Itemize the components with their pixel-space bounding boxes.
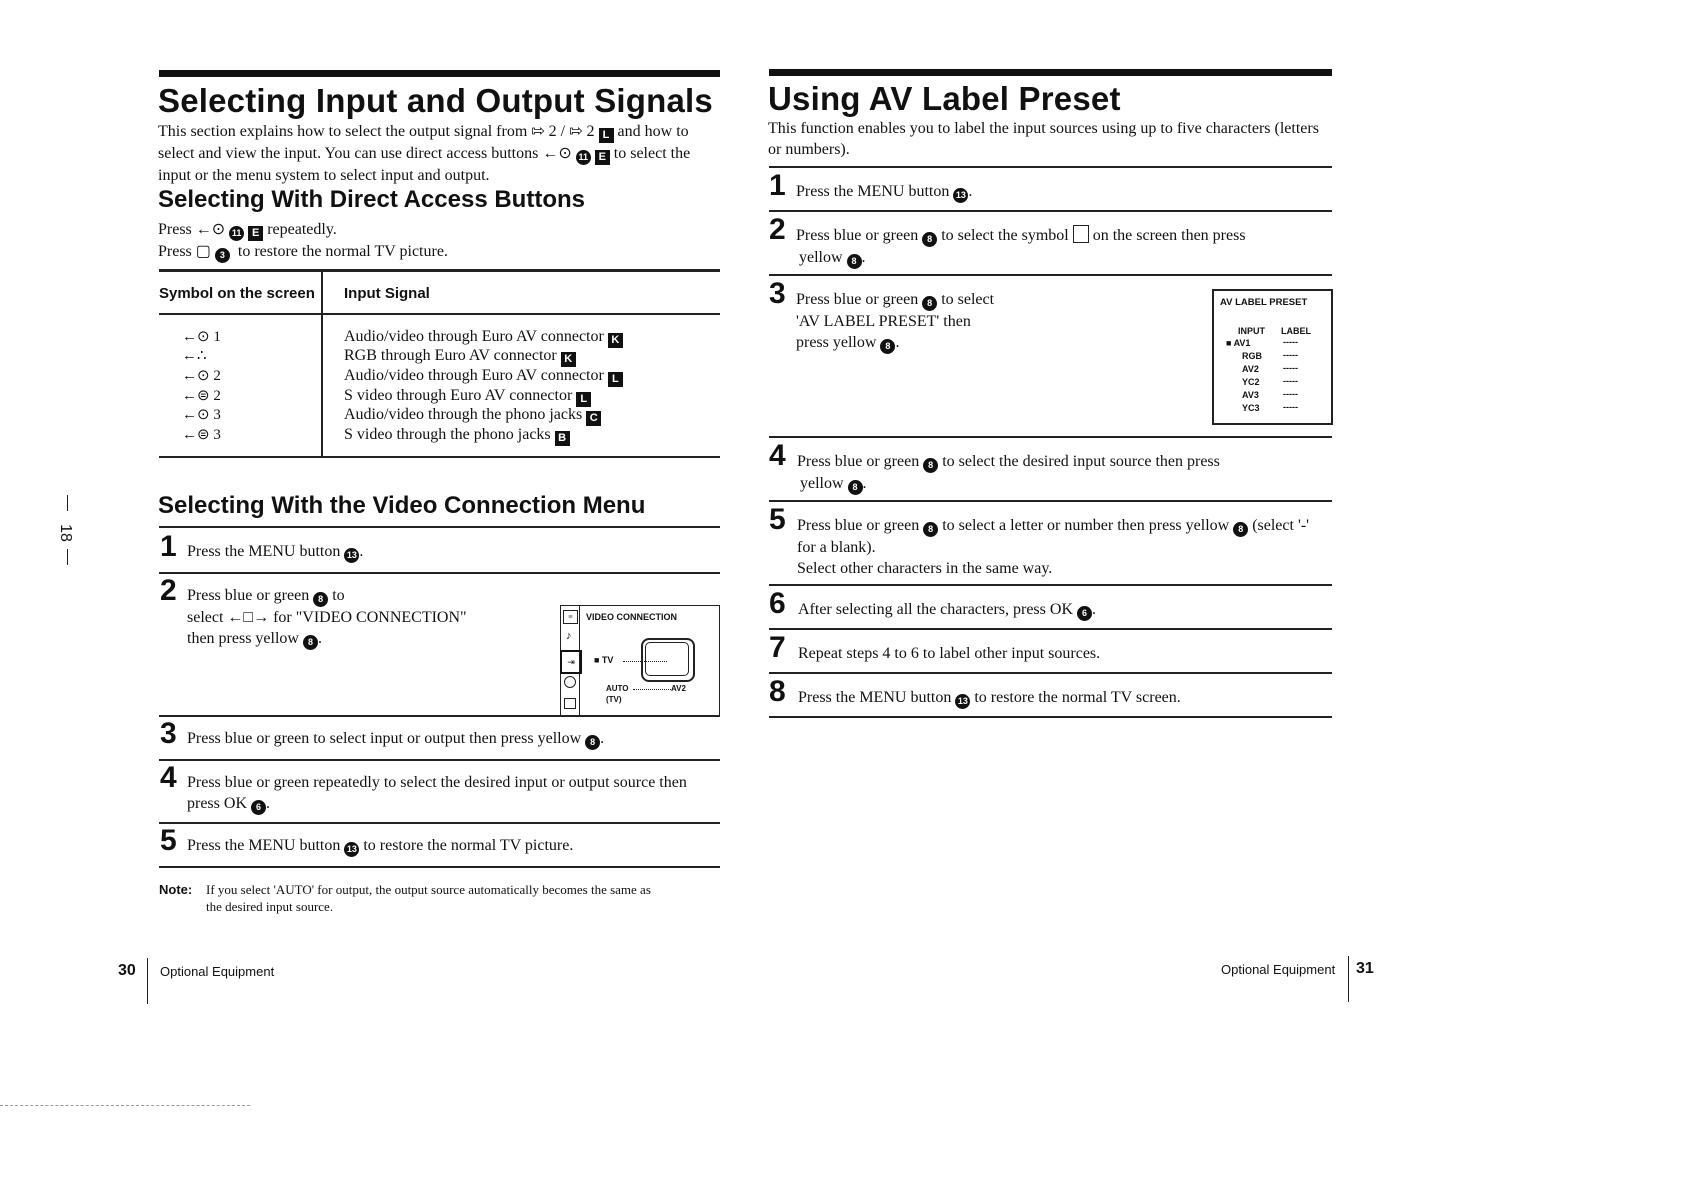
- preset-input-cell: AV2: [1242, 364, 1259, 374]
- step-text: Press the MENU button: [796, 183, 950, 200]
- yellow-button-badge: 8: [1233, 522, 1248, 537]
- yellow-button-badge: 8: [880, 339, 895, 354]
- preset-input-cell: YC2: [1242, 377, 1260, 387]
- signal-tag: K: [608, 333, 623, 348]
- menu-title: VIDEO CONNECTION: [586, 612, 678, 622]
- step-text: to restore the normal TV picture.: [363, 837, 574, 854]
- table-top-rule: [159, 269, 720, 272]
- menu-icon-2: ♪: [566, 630, 572, 642]
- left-step-5-number: 5: [160, 824, 177, 857]
- left-steps-rule-4: [159, 822, 720, 824]
- intro-line-1: This section explains how to select the output signal from ⇰ 2 / ⇰ 2: [158, 123, 595, 140]
- intro-line-2: select and view the input. You can use direct access buttons ←⊙: [158, 145, 572, 162]
- intro-line: This function enables you to label the input sources using up to five characters (letters: [768, 120, 1319, 137]
- right-steps-rule-3: [769, 436, 1332, 438]
- signal-cell: [344, 327, 623, 348]
- direct-access-heading: Selecting With Direct Access Buttons: [158, 186, 585, 213]
- right-step-4-text: Press blue or green 8 to select the desired input source then press yellow 8 .: [797, 451, 1220, 495]
- ok-button-badge: 6: [251, 800, 266, 815]
- left-steps-rule-5: [159, 866, 720, 868]
- right-step-2-text: Press blue or green 8 to select the symbol on the screen then press yellow 8 .: [796, 225, 1246, 269]
- left-top-rule: [159, 70, 720, 77]
- color-button-badge: 8: [313, 592, 328, 607]
- table-bottom-rule: [159, 456, 720, 458]
- intro-line-3: input or the menu system to select input and output.: [158, 167, 490, 184]
- step-text: to restore the normal TV screen.: [974, 689, 1181, 706]
- left-step-3-number: 3: [160, 717, 177, 750]
- right-step-3-text: Press blue or green 8 to select 'AV LABEL PRESET' then press yellow 8 .: [796, 289, 994, 354]
- direct-access-text: [158, 219, 448, 263]
- tv-screen-inner: [645, 642, 689, 676]
- menu-icon-1: ≡: [563, 610, 578, 624]
- ok-button-badge: 6: [1077, 606, 1092, 621]
- signal-tag: L: [608, 372, 623, 387]
- left-step-2-number: 2: [160, 574, 177, 607]
- signal-tag: B: [555, 431, 570, 446]
- right-step-3-number: 3: [769, 277, 786, 310]
- step-text: Press blue or green repeatedly to select the desired input or output source then: [187, 774, 687, 791]
- menu-auto-arrow: [633, 689, 671, 690]
- press-line-1-end: repeatedly.: [267, 221, 337, 238]
- tag-E-badge: E: [248, 226, 263, 241]
- step-text: to: [332, 587, 345, 604]
- table-header-rule: [159, 313, 720, 315]
- note-label: Note:: [159, 882, 193, 897]
- right-step-2-number: 2: [769, 213, 786, 246]
- signal-text: S video through Euro AV connector: [344, 387, 573, 404]
- preset-label-cell: -----: [1283, 363, 1298, 373]
- left-step-4-text: Press blue or green repeatedly to select the desired input or output source then press OK 6 .: [187, 772, 687, 815]
- left-steps-rule-0: [159, 526, 720, 528]
- right-step-5-number: 5: [769, 503, 786, 536]
- right-step-7-text: Repeat steps 4 to 6 to label other input sources.: [798, 645, 1101, 662]
- preset-label-cell: -----: [1283, 350, 1298, 360]
- preset-label-cell: -----: [1283, 337, 1298, 347]
- right-step-6-text: After selecting all the characters, press OK 6 .: [798, 599, 1096, 621]
- right-footer-divider: [1348, 956, 1349, 1002]
- symbol-cell: ←⊙ 1: [182, 329, 221, 345]
- preset-label-cell: -----: [1283, 402, 1298, 412]
- right-page-title: Using AV Label Preset: [768, 80, 1121, 117]
- preset-label-cell: -----: [1283, 389, 1298, 399]
- signal-tag: L: [576, 392, 591, 407]
- menu-tv-paren: (TV): [606, 695, 622, 704]
- video-connection-menu: [560, 605, 720, 717]
- right-steps-rule-5: [769, 584, 1332, 586]
- menu-icon-5: [564, 698, 576, 709]
- step-text: for a blank).: [797, 539, 876, 556]
- step-text: Press blue or green: [187, 587, 310, 604]
- right-steps-rule-1: [769, 210, 1332, 212]
- signal-text: RGB through Euro AV connector: [344, 347, 557, 364]
- note-text: [206, 881, 651, 915]
- step-text: to select: [941, 291, 995, 308]
- right-step-1-number: 1: [769, 169, 786, 202]
- table-header-signal: Input Signal: [344, 285, 430, 302]
- symbol-cell: ←⊜ 3: [182, 427, 221, 443]
- left-steps-rule-2: [159, 715, 720, 717]
- right-steps-rule-4: [769, 500, 1332, 502]
- press-line-2-end: to restore the normal TV picture.: [237, 243, 448, 260]
- right-steps-rule-7: [769, 672, 1332, 674]
- step-text: After selecting all the characters, press OK: [798, 601, 1073, 618]
- right-intro: [768, 118, 1334, 160]
- left-step-1-text: Press the MENU button 13 .: [187, 541, 363, 563]
- symbol-cell: ←⊙ 2: [182, 368, 221, 384]
- right-top-rule: [769, 69, 1332, 76]
- signal-text: Audio/video through the phono jacks: [344, 406, 583, 423]
- step-text: to select the desired input source then press: [942, 453, 1220, 470]
- step-text: to select a letter or number then press yellow: [942, 517, 1230, 534]
- preset-title: AV LABEL PRESET: [1220, 297, 1308, 308]
- press-line-2: Press ▢: [158, 243, 211, 260]
- signal-text: S video through the phono jacks: [344, 426, 551, 443]
- tag-L-badge: L: [599, 128, 614, 143]
- left-footer-divider: [147, 958, 148, 1004]
- step-text: Press blue or green to select input or output then press yellow: [187, 730, 582, 747]
- right-step-1-text: Press the MENU button 13 .: [796, 181, 972, 203]
- right-steps-rule-6: [769, 628, 1332, 630]
- intro-line: or numbers).: [768, 141, 850, 158]
- preset-input-cell: ■ AV1: [1226, 338, 1251, 348]
- scan-edge-line: [0, 1105, 250, 1106]
- step-text: Press the MENU button: [187, 837, 341, 854]
- signal-text: Audio/video through Euro AV connector: [344, 328, 604, 345]
- tag-E-badge: E: [595, 150, 610, 165]
- left-step-1-number: 1: [160, 530, 177, 563]
- color-button-badge: 8: [923, 458, 938, 473]
- menu-auto-label: AUTO: [606, 684, 629, 693]
- button-3-badge: 3: [215, 248, 230, 263]
- side-marker-line-top: [67, 495, 68, 511]
- yellow-button-badge: 8: [585, 735, 600, 750]
- right-page-number: 31: [1356, 960, 1374, 977]
- button-11-badge: 11: [229, 226, 244, 241]
- color-button-badge: 8: [923, 522, 938, 537]
- left-intro: [158, 121, 718, 186]
- press-line-1: Press ←⊙: [158, 221, 226, 238]
- side-marker-number: 18: [56, 524, 74, 542]
- preset-input-header: INPUT: [1238, 326, 1265, 336]
- left-page-number: 30: [118, 962, 136, 979]
- right-steps-rule-8: [769, 716, 1332, 718]
- left-page-title: Selecting Input and Output Signals: [158, 82, 713, 119]
- step-text: then press yellow: [187, 630, 299, 647]
- signal-cell: [344, 386, 591, 407]
- step-text: on the screen then press: [1092, 227, 1246, 244]
- table-header-symbol: Symbol on the screen: [159, 285, 315, 302]
- label-symbol-icon: [1073, 225, 1089, 243]
- signal-tag: K: [561, 352, 576, 367]
- signal-cell: [344, 425, 570, 446]
- signal-cell: [344, 366, 623, 387]
- preset-input-cell: YC3: [1242, 403, 1260, 413]
- menu-tv-item: ■ TV: [594, 655, 614, 665]
- note-line: If you select 'AUTO' for output, the output source automatically becomes the same as: [206, 882, 651, 897]
- table-column-divider: [321, 271, 323, 457]
- preset-input-cell: RGB: [1242, 351, 1262, 361]
- step-text: Press blue or green: [797, 453, 920, 470]
- signal-text: Audio/video through Euro AV connector: [344, 367, 604, 384]
- left-steps-rule-3: [159, 759, 720, 761]
- menu-button-badge: 13: [344, 548, 359, 563]
- step-text: Press the MENU button: [798, 689, 952, 706]
- intro-line-1-end: and how to: [617, 123, 689, 140]
- step-text: press yellow: [796, 334, 877, 351]
- side-marker-line-bottom: [67, 549, 68, 565]
- video-connection-heading: Selecting With the Video Connection Menu: [158, 492, 646, 519]
- color-button-badge: 8: [922, 296, 937, 311]
- step-text: to select the symbol: [941, 227, 1069, 244]
- step-text: 'AV LABEL PRESET' then: [796, 313, 971, 330]
- right-step-8-number: 8: [769, 675, 786, 708]
- step-text: (select '-': [1252, 517, 1310, 534]
- menu-av2-label: AV2: [671, 684, 686, 693]
- av-label-preset-menu: [1212, 289, 1333, 425]
- right-step-8-text: [798, 687, 1181, 709]
- symbol-cell: ←⊜ 2: [182, 388, 221, 404]
- left-step-4-number: 4: [160, 761, 177, 794]
- step-text: Select other characters in the same way.: [797, 560, 1053, 577]
- note-line: the desired input source.: [206, 899, 334, 914]
- signal-tag: C: [586, 411, 601, 426]
- left-step-5-text: [187, 835, 573, 857]
- right-step-4-number: 4: [769, 439, 786, 472]
- step-text: Press blue or green: [796, 291, 919, 308]
- menu-button-badge: 13: [955, 694, 970, 709]
- yellow-button-badge: 8: [848, 480, 863, 495]
- left-steps-rule-1: [159, 572, 720, 574]
- menu-icon-selected: ⇥: [560, 650, 582, 674]
- intro-line-2-end: to select the: [613, 145, 691, 162]
- step-text: Press the MENU button: [187, 543, 341, 560]
- left-step-3-text: Press blue or green to select input or output then press yellow 8 .: [187, 728, 604, 750]
- yellow-button-badge: 8: [303, 635, 318, 650]
- right-steps-rule-2: [769, 274, 1332, 276]
- step-text: select ←□→ for "VIDEO CONNECTION": [187, 609, 467, 626]
- left-footer-text: Optional Equipment: [160, 964, 275, 979]
- step-text: yellow: [799, 249, 843, 266]
- yellow-button-badge: 8: [847, 254, 862, 269]
- preset-label-cell: -----: [1283, 376, 1298, 386]
- right-steps-rule-0: [769, 166, 1332, 168]
- right-step-6-number: 6: [769, 587, 786, 620]
- symbol-cell: ←∴: [182, 348, 207, 364]
- preset-input-cell: AV3: [1242, 390, 1259, 400]
- step-text: yellow: [800, 475, 844, 492]
- signal-cell: [344, 346, 576, 367]
- step-text: press OK: [187, 795, 247, 812]
- button-11-badge: 11: [576, 150, 591, 165]
- step-text: Press blue or green: [797, 517, 920, 534]
- right-footer-text: Optional Equipment: [1221, 962, 1336, 977]
- step-text: Press blue or green: [796, 227, 919, 244]
- right-step-7-number: 7: [769, 631, 786, 664]
- signal-cell: [344, 405, 601, 426]
- preset-label-header: LABEL: [1281, 326, 1311, 336]
- menu-button-badge: 13: [953, 188, 968, 203]
- symbol-cell: ←⊙ 3: [182, 407, 221, 423]
- left-step-2-text: Press blue or green 8 to select ←□→ for "VIDEO CONNECTION" then press yellow 8 .: [187, 585, 467, 650]
- right-step-5-text: [797, 515, 1309, 579]
- menu-icon-4: [564, 676, 576, 688]
- color-button-badge: 8: [922, 232, 937, 247]
- menu-button-badge: 13: [344, 842, 359, 857]
